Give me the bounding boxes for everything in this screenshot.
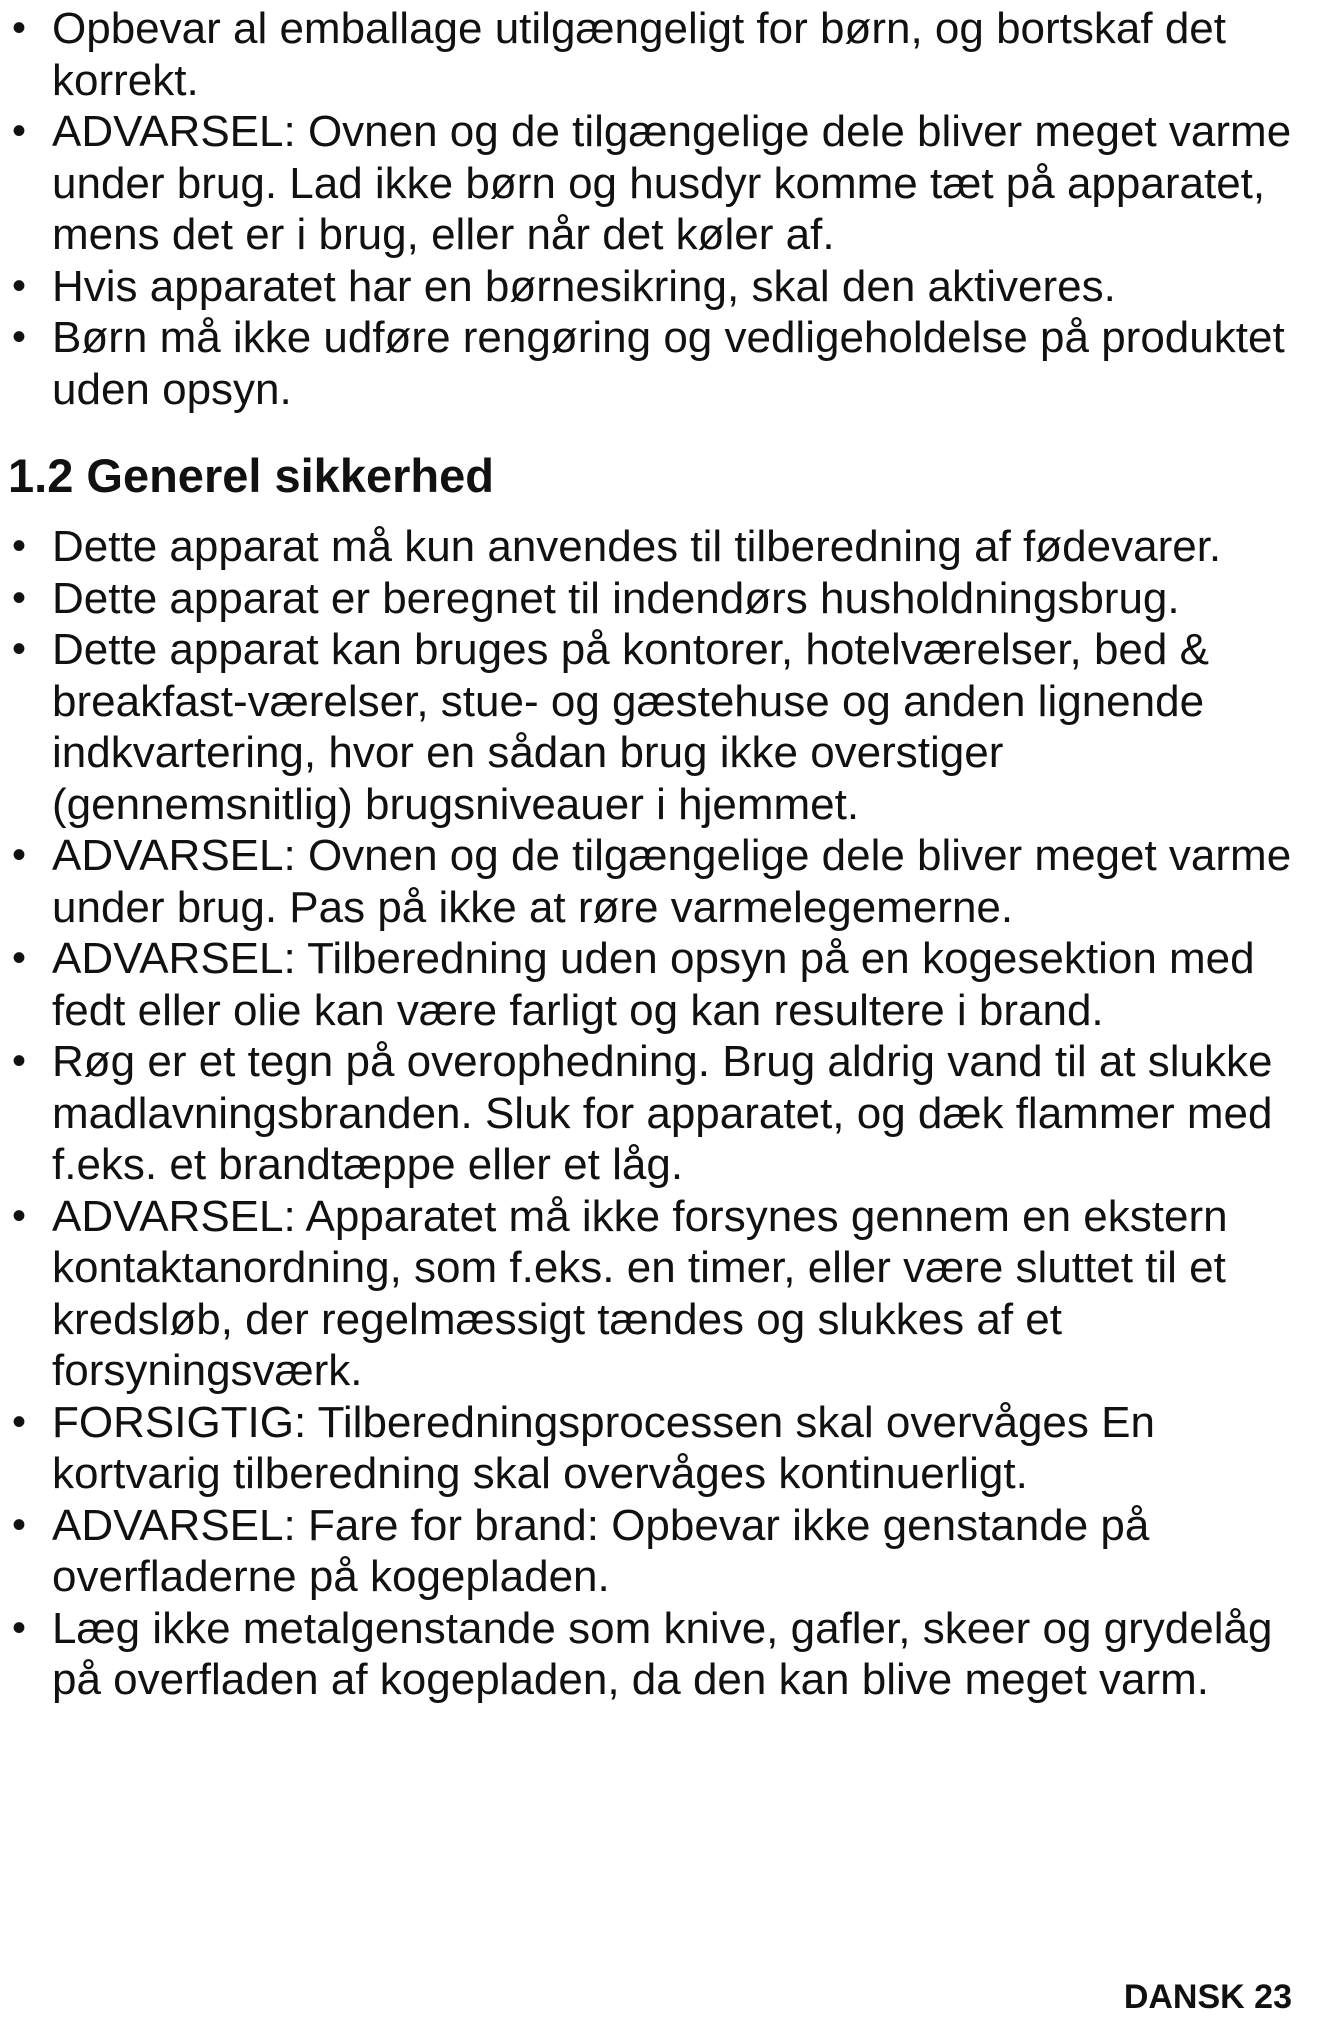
list-item: • ADVARSEL: Ovnen og de tilgængelige dele bliver meget varme under brug. Lad ikke børn og husdyr komme tæt på apparatet, mens det er i brug, eller når det køler af. (8, 106, 1308, 261)
page-number-label: DANSK 23 (1123, 1978, 1292, 2016)
list-item: • Dette apparat kan bruges på kontorer, hotelværelser, bed & breakfast-værelser, stue- og gæstehuse og anden lignende indkvartering, hvor en sådan brug ikke overstiger (gennemsnitlig) brugsniveauer i hjemmet. (8, 624, 1308, 830)
safety-bullet-list (8, 521, 1308, 1706)
list-item: • ADVARSEL: Fare for brand: Opbevar ikke genstande på overfladerne på kogepladen. (8, 1500, 1308, 1603)
intro-bullet-list (8, 3, 1308, 415)
list-item: • Dette apparat er beregnet til indendørs husholdningsbrug. (8, 573, 1308, 625)
section-heading: 1.2 Generel sikkerhed (8, 449, 494, 502)
list-item: • Læg ikke metalgenstande som knive, gafler, skeer og grydelåg på overfladen af kogepladen, da den kan blive meget varm. (8, 1603, 1308, 1706)
list-item: • Opbevar al emballage utilgængeligt for børn, og bortskaf det korrekt. (8, 3, 1308, 106)
list-item: • Hvis apparatet har en børnesikring, skal den aktiveres. (8, 261, 1308, 313)
list-item: • Røg er et tegn på overophedning. Brug aldrig vand til at slukke madlavningsbranden. Sluk for apparatet, og dæk flammer med f.eks. et brandtæppe eller et låg. (8, 1036, 1308, 1191)
list-item: • Børn må ikke udføre rengøring og vedligeholdelse på produktet uden opsyn. (8, 312, 1308, 415)
list-item: • Dette apparat må kun anvendes til tilberedning af fødevarer. (8, 521, 1308, 573)
list-item: • ADVARSEL: Tilberedning uden opsyn på en kogesektion med fedt eller olie kan være farligt og kan resultere i brand. (8, 933, 1308, 1036)
list-item: • ADVARSEL: Ovnen og de tilgængelige dele bliver meget varme under brug. Pas på ikke at røre varmelegemerne. (8, 830, 1308, 933)
list-item: • ADVARSEL: Apparatet må ikke forsynes gennem en ekstern kontaktanordning, som f.eks. en timer, eller være sluttet til et kredsløb, der regelmæssigt tændes og slukkes af et forsyningsværk. (8, 1191, 1308, 1397)
list-item: • FORSIGTIG: Tilberedningsprocessen skal overvåges En kortvarig tilberedning skal overvåges kontinuerligt. (8, 1397, 1308, 1500)
